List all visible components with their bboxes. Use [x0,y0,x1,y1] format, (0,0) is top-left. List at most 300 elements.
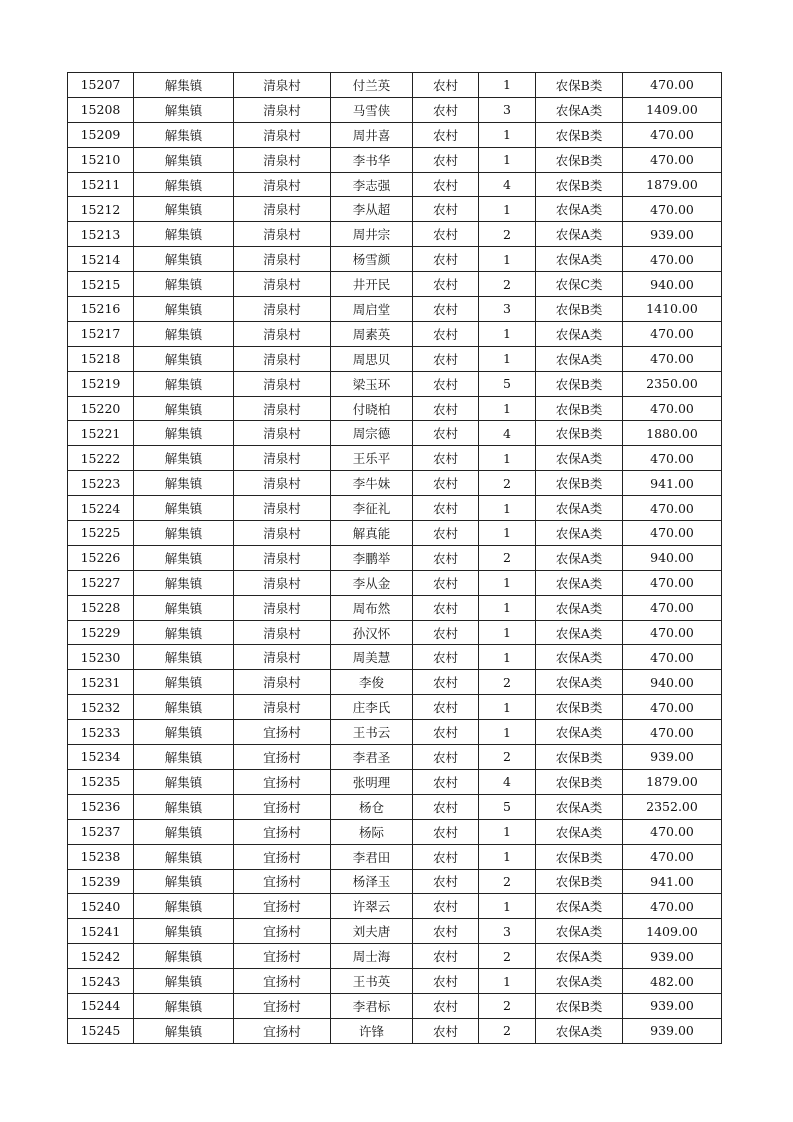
insurance-category-cell: 农保B类 [536,869,623,894]
village-cell: 清泉村 [234,297,331,322]
insurance-category-cell: 农保B类 [536,396,623,421]
village-cell: 宜扬村 [234,919,331,944]
name-cell: 周布然 [331,595,413,620]
area-type-cell: 农村 [413,844,479,869]
insurance-category-cell: 农保A类 [536,97,623,122]
insurance-category-cell: 农保B类 [536,73,623,98]
town-cell: 解集镇 [134,645,234,670]
area-type-cell: 农村 [413,720,479,745]
table-row [68,545,722,570]
table-row [68,421,722,446]
name-cell: 王书英 [331,969,413,994]
household-count-cell: 3 [479,297,536,322]
area-type-cell: 农村 [413,272,479,297]
town-cell: 解集镇 [134,894,234,919]
village-cell: 清泉村 [234,620,331,645]
record-id-cell: 15207 [68,73,134,98]
amount-cell: 939.00 [623,745,722,770]
name-cell: 周启堂 [331,297,413,322]
record-id-cell: 15231 [68,670,134,695]
household-count-cell: 1 [479,346,536,371]
amount-cell: 470.00 [623,197,722,222]
insurance-category-cell: 农保B类 [536,172,623,197]
beneficiary-table [67,72,722,1044]
name-cell: 杨仓 [331,794,413,819]
area-type-cell: 农村 [413,620,479,645]
table-row [68,620,722,645]
insurance-category-cell: 农保C类 [536,272,623,297]
village-cell: 清泉村 [234,471,331,496]
area-type-cell: 农村 [413,147,479,172]
area-type-cell: 农村 [413,695,479,720]
area-type-cell: 农村 [413,769,479,794]
amount-cell: 470.00 [623,819,722,844]
amount-cell: 1410.00 [623,297,722,322]
area-type-cell: 农村 [413,321,479,346]
amount-cell: 482.00 [623,969,722,994]
name-cell: 马雪侠 [331,97,413,122]
record-id-cell: 15237 [68,819,134,844]
household-count-cell: 5 [479,371,536,396]
record-id-cell: 15228 [68,595,134,620]
town-cell: 解集镇 [134,446,234,471]
record-id-cell: 15244 [68,993,134,1018]
town-cell: 解集镇 [134,794,234,819]
insurance-category-cell: 农保A类 [536,346,623,371]
household-count-cell: 1 [479,620,536,645]
household-count-cell: 1 [479,969,536,994]
village-cell: 宜扬村 [234,844,331,869]
name-cell: 李君圣 [331,745,413,770]
insurance-category-cell: 农保A类 [536,794,623,819]
record-id-cell: 15229 [68,620,134,645]
record-id-cell: 15233 [68,720,134,745]
table-row [68,670,722,695]
table-row [68,595,722,620]
amount-cell: 939.00 [623,222,722,247]
insurance-category-cell: 农保A类 [536,819,623,844]
insurance-category-cell: 农保A类 [536,570,623,595]
record-id-cell: 15218 [68,346,134,371]
area-type-cell: 农村 [413,446,479,471]
record-id-cell: 15219 [68,371,134,396]
amount-cell: 470.00 [623,73,722,98]
name-cell: 周士海 [331,944,413,969]
household-count-cell: 4 [479,421,536,446]
town-cell: 解集镇 [134,172,234,197]
amount-cell: 939.00 [623,993,722,1018]
record-id-cell: 15211 [68,172,134,197]
name-cell: 付兰英 [331,73,413,98]
insurance-category-cell: 农保B类 [536,122,623,147]
area-type-cell: 农村 [413,197,479,222]
household-count-cell: 1 [479,521,536,546]
village-cell: 清泉村 [234,371,331,396]
table-row [68,993,722,1018]
area-type-cell: 农村 [413,496,479,521]
record-id-cell: 15223 [68,471,134,496]
insurance-category-cell: 农保A类 [536,969,623,994]
insurance-category-cell: 农保A类 [536,197,623,222]
name-cell: 梁玉环 [331,371,413,396]
insurance-category-cell: 农保A类 [536,670,623,695]
village-cell: 宜扬村 [234,745,331,770]
area-type-cell: 农村 [413,73,479,98]
name-cell: 李君标 [331,993,413,1018]
area-type-cell: 农村 [413,297,479,322]
household-count-cell: 1 [479,496,536,521]
household-count-cell: 4 [479,172,536,197]
amount-cell: 470.00 [623,247,722,272]
name-cell: 张明理 [331,769,413,794]
town-cell: 解集镇 [134,396,234,421]
amount-cell: 939.00 [623,1018,722,1043]
town-cell: 解集镇 [134,595,234,620]
area-type-cell: 农村 [413,595,479,620]
household-count-cell: 1 [479,720,536,745]
name-cell: 李俊 [331,670,413,695]
name-cell: 李书华 [331,147,413,172]
table-row [68,222,722,247]
insurance-category-cell: 农保A类 [536,620,623,645]
area-type-cell: 农村 [413,97,479,122]
household-count-cell: 4 [479,769,536,794]
insurance-category-cell: 农保A类 [536,919,623,944]
table-row [68,695,722,720]
record-id-cell: 15209 [68,122,134,147]
name-cell: 李鹏举 [331,545,413,570]
table-row [68,122,722,147]
insurance-category-cell: 农保B类 [536,993,623,1018]
amount-cell: 1880.00 [623,421,722,446]
household-count-cell: 2 [479,272,536,297]
record-id-cell: 15236 [68,794,134,819]
village-cell: 宜扬村 [234,894,331,919]
amount-cell: 470.00 [623,346,722,371]
village-cell: 宜扬村 [234,769,331,794]
record-id-cell: 15232 [68,695,134,720]
area-type-cell: 农村 [413,794,479,819]
area-type-cell: 农村 [413,172,479,197]
amount-cell: 470.00 [623,521,722,546]
record-id-cell: 15226 [68,545,134,570]
amount-cell: 1409.00 [623,919,722,944]
record-id-cell: 15238 [68,844,134,869]
household-count-cell: 1 [479,595,536,620]
table-row [68,1018,722,1043]
village-cell: 清泉村 [234,97,331,122]
area-type-cell: 农村 [413,969,479,994]
amount-cell: 470.00 [623,844,722,869]
household-count-cell: 1 [479,695,536,720]
amount-cell: 470.00 [623,645,722,670]
name-cell: 井开民 [331,272,413,297]
household-count-cell: 1 [479,396,536,421]
amount-cell: 470.00 [623,122,722,147]
amount-cell: 470.00 [623,620,722,645]
household-count-cell: 1 [479,197,536,222]
town-cell: 解集镇 [134,496,234,521]
household-count-cell: 1 [479,147,536,172]
village-cell: 清泉村 [234,396,331,421]
table-row [68,521,722,546]
insurance-category-cell: 农保B类 [536,371,623,396]
town-cell: 解集镇 [134,421,234,446]
table-row [68,396,722,421]
insurance-category-cell: 农保A类 [536,545,623,570]
name-cell: 李牛妹 [331,471,413,496]
record-id-cell: 15239 [68,869,134,894]
amount-cell: 470.00 [623,595,722,620]
household-count-cell: 1 [479,247,536,272]
record-id-cell: 15227 [68,570,134,595]
household-count-cell: 3 [479,919,536,944]
area-type-cell: 农村 [413,819,479,844]
table-row [68,471,722,496]
village-cell: 清泉村 [234,645,331,670]
household-count-cell: 1 [479,819,536,844]
insurance-category-cell: 农保A类 [536,1018,623,1043]
area-type-cell: 农村 [413,471,479,496]
insurance-category-cell: 农保B类 [536,421,623,446]
table-row [68,346,722,371]
town-cell: 解集镇 [134,521,234,546]
area-type-cell: 农村 [413,993,479,1018]
record-id-cell: 15208 [68,97,134,122]
insurance-category-cell: 农保A类 [536,645,623,670]
table-row [68,969,722,994]
insurance-category-cell: 农保A类 [536,321,623,346]
record-id-cell: 15230 [68,645,134,670]
town-cell: 解集镇 [134,247,234,272]
name-cell: 周井喜 [331,122,413,147]
insurance-category-cell: 农保B类 [536,297,623,322]
village-cell: 清泉村 [234,545,331,570]
insurance-category-cell: 农保A类 [536,595,623,620]
insurance-category-cell: 农保B类 [536,745,623,770]
record-id-cell: 15245 [68,1018,134,1043]
area-type-cell: 农村 [413,521,479,546]
amount-cell: 1879.00 [623,172,722,197]
record-id-cell: 15240 [68,894,134,919]
insurance-category-cell: 农保B类 [536,844,623,869]
name-cell: 王书云 [331,720,413,745]
village-cell: 宜扬村 [234,944,331,969]
insurance-category-cell: 农保B类 [536,147,623,172]
village-cell: 宜扬村 [234,794,331,819]
insurance-category-cell: 农保A类 [536,944,623,969]
village-cell: 清泉村 [234,421,331,446]
village-cell: 清泉村 [234,521,331,546]
area-type-cell: 农村 [413,122,479,147]
amount-cell: 2350.00 [623,371,722,396]
table-row [68,919,722,944]
household-count-cell: 1 [479,73,536,98]
household-count-cell: 2 [479,869,536,894]
name-cell: 刘夫唐 [331,919,413,944]
insurance-category-cell: 农保A类 [536,247,623,272]
household-count-cell: 1 [479,321,536,346]
area-type-cell: 农村 [413,545,479,570]
town-cell: 解集镇 [134,97,234,122]
area-type-cell: 农村 [413,1018,479,1043]
insurance-category-cell: 农保B类 [536,471,623,496]
household-count-cell: 2 [479,471,536,496]
town-cell: 解集镇 [134,73,234,98]
town-cell: 解集镇 [134,819,234,844]
table-row [68,446,722,471]
village-cell: 清泉村 [234,670,331,695]
table-row [68,869,722,894]
name-cell: 李君田 [331,844,413,869]
village-cell: 清泉村 [234,695,331,720]
name-cell: 解真能 [331,521,413,546]
area-type-cell: 农村 [413,247,479,272]
household-count-cell: 2 [479,222,536,247]
table-row [68,247,722,272]
village-cell: 宜扬村 [234,720,331,745]
household-count-cell: 2 [479,993,536,1018]
amount-cell: 940.00 [623,272,722,297]
amount-cell: 939.00 [623,944,722,969]
table-row [68,73,722,98]
name-cell: 许翠云 [331,894,413,919]
table-row [68,172,722,197]
village-cell: 清泉村 [234,197,331,222]
table-row [68,570,722,595]
town-cell: 解集镇 [134,944,234,969]
amount-cell: 470.00 [623,496,722,521]
table-row [68,197,722,222]
table-row [68,894,722,919]
name-cell: 李从金 [331,570,413,595]
record-id-cell: 15212 [68,197,134,222]
table-body [68,73,722,1044]
town-cell: 解集镇 [134,745,234,770]
household-count-cell: 2 [479,1018,536,1043]
table-row [68,769,722,794]
table-row [68,844,722,869]
village-cell: 宜扬村 [234,993,331,1018]
area-type-cell: 农村 [413,371,479,396]
table-row [68,496,722,521]
village-cell: 清泉村 [234,346,331,371]
amount-cell: 940.00 [623,545,722,570]
village-cell: 清泉村 [234,272,331,297]
town-cell: 解集镇 [134,869,234,894]
town-cell: 解集镇 [134,969,234,994]
area-type-cell: 农村 [413,745,479,770]
table-row [68,944,722,969]
village-cell: 清泉村 [234,172,331,197]
town-cell: 解集镇 [134,720,234,745]
amount-cell: 940.00 [623,670,722,695]
village-cell: 清泉村 [234,446,331,471]
village-cell: 清泉村 [234,595,331,620]
name-cell: 周美慧 [331,645,413,670]
insurance-category-cell: 农保B类 [536,695,623,720]
area-type-cell: 农村 [413,919,479,944]
town-cell: 解集镇 [134,695,234,720]
household-count-cell: 3 [479,97,536,122]
household-count-cell: 1 [479,844,536,869]
record-id-cell: 15241 [68,919,134,944]
amount-cell: 1879.00 [623,769,722,794]
village-cell: 宜扬村 [234,819,331,844]
name-cell: 杨泽玉 [331,869,413,894]
village-cell: 清泉村 [234,570,331,595]
town-cell: 解集镇 [134,122,234,147]
insurance-category-cell: 农保A类 [536,446,623,471]
name-cell: 李从超 [331,197,413,222]
household-count-cell: 2 [479,545,536,570]
area-type-cell: 农村 [413,396,479,421]
record-id-cell: 15242 [68,944,134,969]
town-cell: 解集镇 [134,545,234,570]
town-cell: 解集镇 [134,844,234,869]
name-cell: 周素英 [331,321,413,346]
area-type-cell: 农村 [413,346,479,371]
table-row [68,97,722,122]
town-cell: 解集镇 [134,222,234,247]
table-row [68,371,722,396]
name-cell: 孙汉怀 [331,620,413,645]
household-count-cell: 5 [479,794,536,819]
town-cell: 解集镇 [134,346,234,371]
amount-cell: 470.00 [623,147,722,172]
household-count-cell: 2 [479,745,536,770]
name-cell: 杨雪颜 [331,247,413,272]
amount-cell: 941.00 [623,869,722,894]
record-id-cell: 15220 [68,396,134,421]
amount-cell: 470.00 [623,570,722,595]
town-cell: 解集镇 [134,670,234,695]
record-id-cell: 15214 [68,247,134,272]
household-count-cell: 1 [479,570,536,595]
table-row [68,272,722,297]
household-count-cell: 1 [479,645,536,670]
town-cell: 解集镇 [134,297,234,322]
record-id-cell: 15215 [68,272,134,297]
area-type-cell: 农村 [413,222,479,247]
town-cell: 解集镇 [134,197,234,222]
area-type-cell: 农村 [413,421,479,446]
insurance-category-cell: 农保A类 [536,720,623,745]
town-cell: 解集镇 [134,769,234,794]
village-cell: 清泉村 [234,122,331,147]
amount-cell: 941.00 [623,471,722,496]
village-cell: 清泉村 [234,73,331,98]
amount-cell: 470.00 [623,720,722,745]
record-id-cell: 15235 [68,769,134,794]
town-cell: 解集镇 [134,321,234,346]
name-cell: 周井宗 [331,222,413,247]
name-cell: 李征礼 [331,496,413,521]
record-id-cell: 15224 [68,496,134,521]
village-cell: 清泉村 [234,222,331,247]
record-id-cell: 15213 [68,222,134,247]
amount-cell: 1409.00 [623,97,722,122]
household-count-cell: 1 [479,122,536,147]
record-id-cell: 15216 [68,297,134,322]
table-row [68,645,722,670]
insurance-category-cell: 农保B类 [536,769,623,794]
household-count-cell: 2 [479,670,536,695]
village-cell: 宜扬村 [234,969,331,994]
record-id-cell: 15221 [68,421,134,446]
amount-cell: 470.00 [623,396,722,421]
table-row [68,147,722,172]
